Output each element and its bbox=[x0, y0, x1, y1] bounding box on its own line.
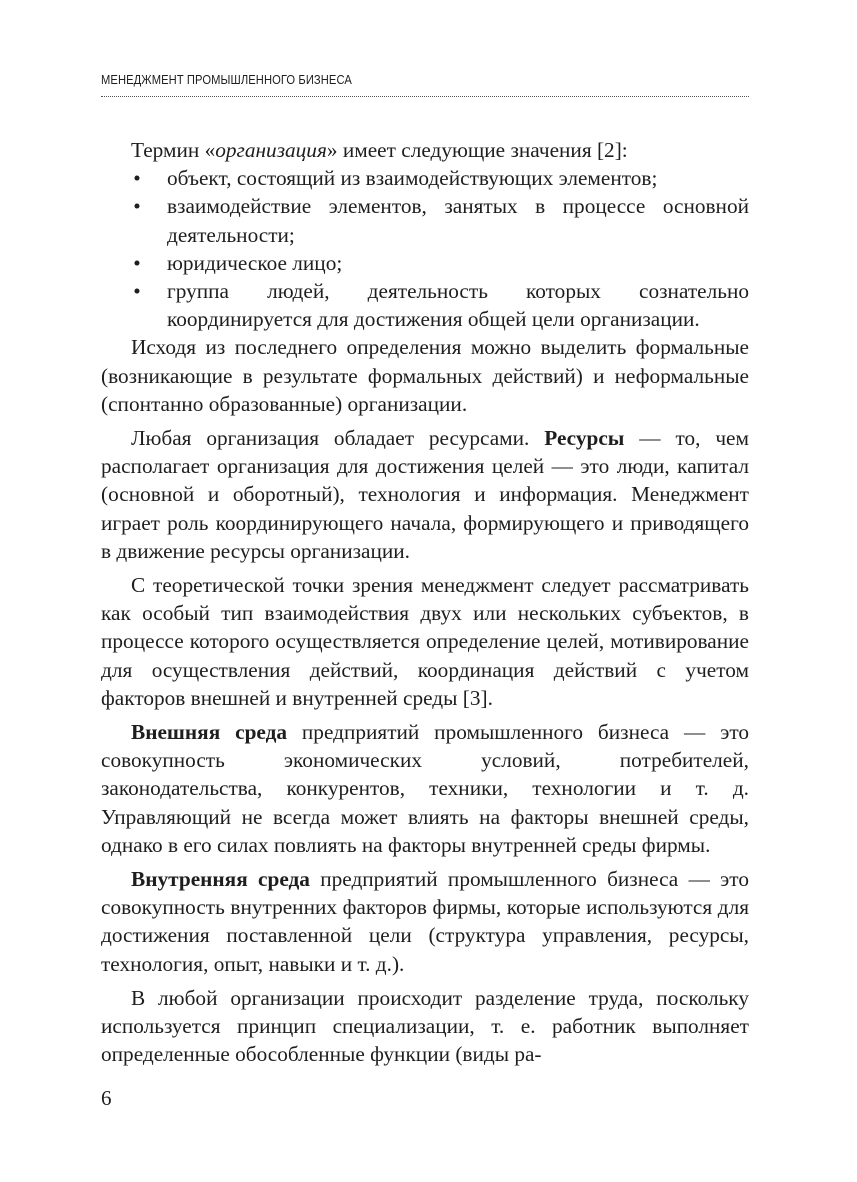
intro-paragraph bbox=[101, 136, 749, 164]
paragraph-formal-informal: Исходя из последнего определения можно выделить формальные (возникающие в результате формальных действий) и неформальные (спонтанно образованные) организации. bbox=[101, 335, 749, 416]
internal-environment-text: предприятий промышленного бизнеса — это совокупность внутренних факторов фирмы, которые используются для достижения поставленной цели (структура управления, ресурсы, технология, опыт, навыки и т. д.). bbox=[101, 867, 749, 976]
resources-text-start: Любая организация обладает ресурсами. bbox=[131, 426, 545, 451]
paragraph-external-environment bbox=[101, 718, 749, 859]
internal-environment-term: Внутренняя среда bbox=[131, 867, 310, 892]
paragraph-internal-environment bbox=[101, 865, 749, 978]
bullet-icon: • bbox=[133, 279, 141, 304]
running-title: МЕНЕДЖМЕНТ ПРОМЫШЛЕННОГО БИЗНЕСА bbox=[101, 72, 352, 87]
list-item-text: взаимодействие элементов, занятых в процессе основной деятельности; bbox=[167, 194, 749, 247]
list-item bbox=[101, 192, 749, 248]
external-environment-term: Внешняя среда bbox=[131, 720, 288, 745]
bullet-icon: • bbox=[133, 194, 141, 219]
definition-list bbox=[101, 164, 749, 333]
page-body bbox=[101, 136, 749, 1069]
bullet-icon: • bbox=[133, 250, 141, 275]
header-divider bbox=[101, 96, 749, 97]
list-item-text: юридическое лицо; bbox=[167, 250, 343, 275]
external-environment-text: предприятий промышленного бизнеса — это совокупность экономических условий, потребителей, законодательства, конкурентов, техники, технологии и т. д. Управляющий не всегда может влиять на факторы внешней среды, однако в его силах повлиять на факторы внутренней среды фирмы. bbox=[101, 720, 750, 857]
list-item bbox=[101, 164, 749, 192]
intro-text-start: Термин « bbox=[131, 138, 216, 162]
intro-text-end: » имеет следующие значения [2]: bbox=[326, 138, 628, 162]
paragraph-theory: С теоретической точки зрения менеджмент следует рассматривать как особый тип взаимодействия двух или нескольких субъектов, в процессе которого осуществляется определение целей, мотивирование для осуществления действий, координация действий с учетом факторов внешней и внутренней среды [3]. bbox=[101, 573, 749, 710]
resources-text-end: — то, чем располагает организация для достижения целей — это люди, капитал (основной и оборотный), технология и информация. Менеджмент играет роль координирующего начала, формирующего и приводящего в движение ресурсы организации. bbox=[101, 426, 749, 563]
paragraph-division-of-labor: В любой организации происходит разделение труда, поскольку используется принцип специализации, т. е. работник выполняет определенные обособленные функции (виды ра- bbox=[101, 985, 749, 1067]
paragraph-resources bbox=[101, 424, 749, 565]
intro-term: организация bbox=[215, 138, 327, 162]
page-number: 6 bbox=[101, 1086, 112, 1110]
list-item-text: объект, состоящий из взаимодействующих элементов; bbox=[167, 166, 658, 191]
list-item bbox=[101, 277, 749, 333]
resources-term: Ресурсы bbox=[544, 426, 625, 451]
list-item bbox=[101, 249, 749, 277]
list-item-text: группа людей, деятельность которых сознательно координируется для достижения общей цели организации. bbox=[167, 279, 749, 332]
bullet-icon: • bbox=[133, 166, 141, 191]
